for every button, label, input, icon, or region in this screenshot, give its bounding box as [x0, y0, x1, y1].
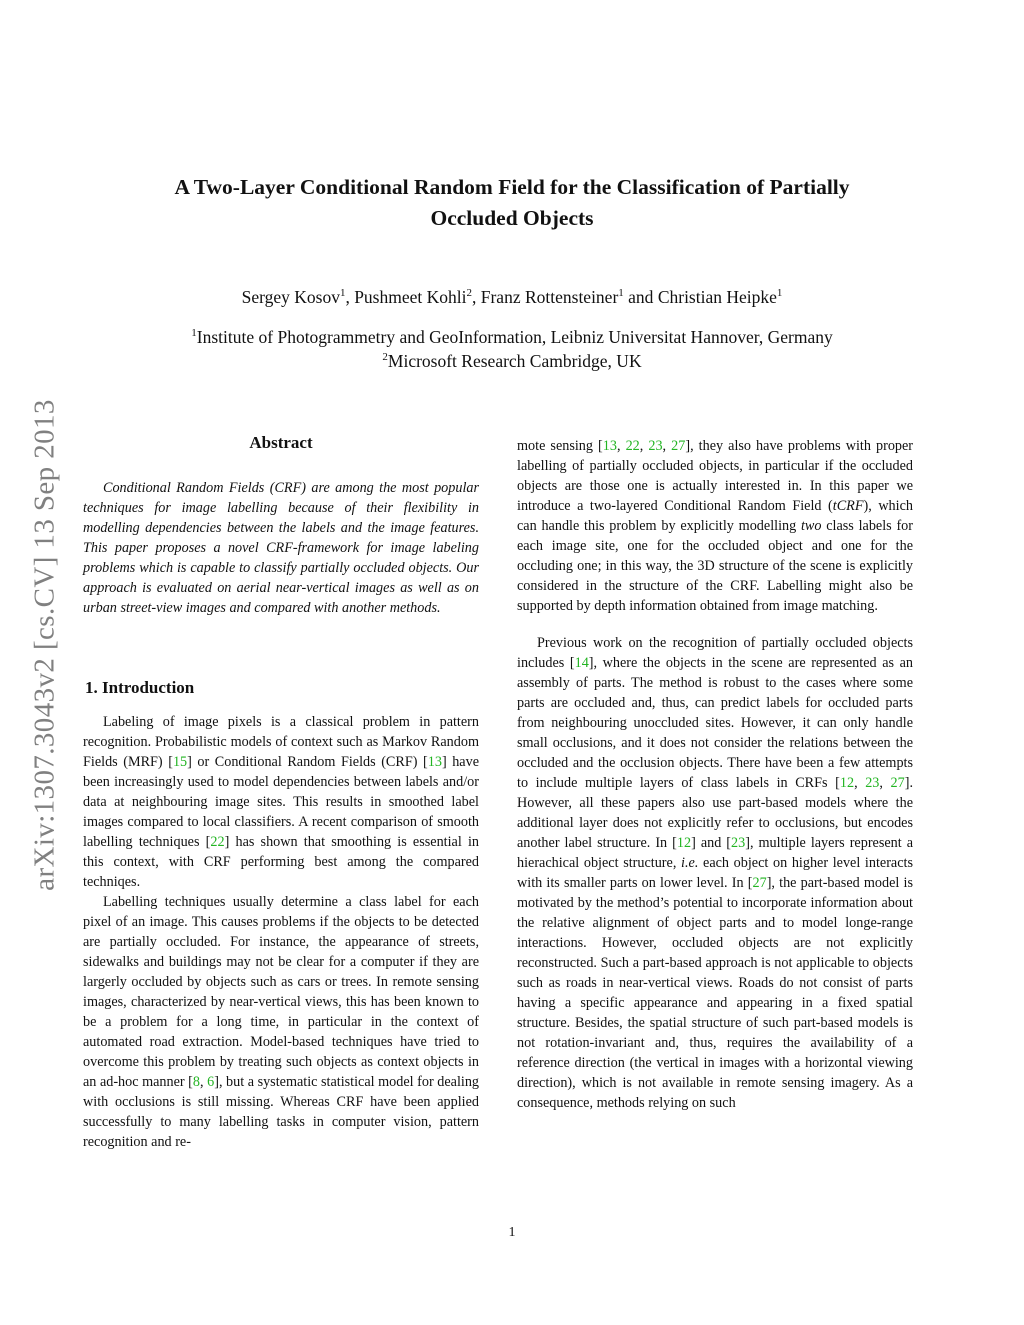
citation-link[interactable]: 27: [671, 438, 686, 454]
author-affiliation-mark: 1: [339, 287, 346, 300]
arxiv-identifier-stamp: arXiv:1307.3043v2 [cs.CV] 13 Sep 2013: [28, 399, 61, 891]
affiliation-mark: 1: [191, 327, 197, 340]
paragraph: Labeling of image pixels is a classical problem in pattern recognition. Probabilistic models of context such as Markov Random Fields (MRF) [15] or Conditional Random Fields (CRF) [13] have been increasingly used to model dependencies between labels and/or data at neighbouring image sites. This results in smoothed label images compared to local classifiers. A recent comparison of smooth labelling techniques [22] has shown that smoothing is essential in this context, with CRF performing best among the compared techniqes.: [83, 714, 479, 890]
paragraph: Previous work on the recognition of partially occluded objects includes [14], where the objects in the scene are represented as an assembly of parts. The method is robust to the cases where some parts are occluded and, thus, can predict labels for occluded parts from neighbouring unoccluded sites. However, it can only handle small occlusions, and it does not consider the relations between the occluded and the occlusion objects. There have been a few attempts to include multiple layers of class labels in CRFs [12, 23, 27]. However, all these papers also use part-based models where the additional layer does not explicitly refer to occlusions, but encodes another label structure. In [12] and [23], multiple layers represent a hierachical object structure, i.e. each object on higher level interacts with its smaller parts on lower level. In [27], the part-based model is motivated by the method’s potential to incorporate information about the relative alignment of object parts and to model longe-range interactions. However, occluded objects are not explicitly reconstructed. Such a part-based approach is not applicable to objects such as roads in near-vertical views. Roads do not consist of parts having a specific appearance and appearing in a fixed spatial structure. Besides, the spatial structure of such part-based models is not rotation-invariant and, thus, requires the availability of a reference direction (the vertical in images with a horizontal viewing direction), which is not available in remote sensing imagery. As a consequence, methods relying on such: [517, 635, 913, 1111]
citation-link[interactable]: 13: [427, 754, 442, 770]
citation-link[interactable]: 23: [648, 438, 663, 454]
abstract-heading: Abstract: [249, 433, 313, 452]
citation-link[interactable]: 12: [839, 775, 855, 791]
citation-link[interactable]: 8: [192, 1074, 201, 1090]
author-affiliation-mark: 2: [466, 287, 472, 300]
citation-link[interactable]: 27: [752, 875, 767, 891]
citation-link[interactable]: 23: [865, 775, 880, 791]
author-name: Pushmeet Kohli: [354, 287, 467, 307]
paragraph: Labelling techniques usually determine a class label for each pixel of an image. This causes problems if the objects to be detected are partially occluded. For instance, the appearance of streets, sidewalks and buildings may not be clear for a computer if they are largerly occluded by objects such as cars or trees. In remote sensing images, characterized by near-vertical views, this has been known to be a problem for a long time, in particular in the context of automated road extraction. Model-based techniques have tried to overcome this problem by treating such objects as context objects in an ad-hoc manner [8, 6], but a systematic statistical model for dealing with occlusions is still missing. Whereas CRF have been applied successfully to many labelling tasks in computer vision, pattern recognition and re-: [83, 894, 480, 1150]
citation-link[interactable]: 13: [602, 438, 617, 454]
title-line-1: A Two-Layer Conditional Random Field for the Classification of Partially: [174, 175, 850, 199]
author-name: Christian Heipke: [657, 287, 777, 307]
citation-link[interactable]: 22: [625, 438, 640, 454]
affiliation-text: Institute of Photogrammetry and GeoInformation, Leibniz Universitat Hannover, Germany: [196, 327, 833, 347]
author-affiliation-mark: 1: [618, 287, 624, 300]
affiliation-2: [112, 351, 912, 372]
page-number: 1: [508, 1225, 516, 1240]
title-line-2: Occluded Objects: [430, 206, 594, 230]
abstract-body: [83, 478, 479, 618]
author-name: Sergey Kosov: [241, 287, 340, 307]
paper-title: [112, 172, 912, 234]
author-affiliation-mark: 1: [776, 287, 783, 300]
paragraph: mote sensing [13, 22, 23, 27], they also have problems with proper labelling of partially occluded objects, in particular if the occluded objects are those one is actually interested in. In this paper we introduce a two-layered Conditional Random Field (tCRF), which can handle this problem by explicitly modelling two class labels for each image site, one for the occluded object and one for the occluding one; in this way, the 3D structure of the scene is explicitly considered in the structure of the CRF. Labelling might also be supported by depth information obtained from image matching.: [517, 438, 914, 614]
introduction-heading: 1. Introduction: [85, 678, 195, 697]
author-list: Sergey Kosov$^1$, Pushmeet Kohli$^2$, Franz Rottensteiner$^1$ and Christian Heipke$^1$: [241, 287, 783, 307]
citation-link[interactable]: 27: [890, 775, 905, 791]
abstract-paragraph: Conditional Random Fields (CRF) are among the most popular techniques for image labelling because of their flexibility in modelling dependencies between the labels and the image features. This paper proposes a novel CRF-framework for image labeling problems which is capable to classify partially occluded objects. Our approach is evaluated on aerial near-vertical images as well as on urban street-view images and compared with another methods.: [83, 480, 479, 616]
right-column: [517, 436, 913, 1113]
affiliation-1: [112, 327, 912, 348]
citation-link[interactable]: 22: [210, 834, 225, 850]
affiliation-text: Microsoft Research Cambridge, UK: [387, 351, 642, 371]
citation-link[interactable]: 15: [172, 754, 188, 770]
citation-link[interactable]: 23: [731, 835, 746, 851]
introduction-body: [83, 712, 479, 1152]
author-name: Franz Rottensteiner: [480, 287, 619, 307]
citation-link[interactable]: 12: [676, 835, 692, 851]
citation-link[interactable]: 6: [207, 1074, 215, 1090]
affiliation-mark: 2: [382, 351, 388, 364]
citation-link[interactable]: 14: [574, 655, 589, 671]
